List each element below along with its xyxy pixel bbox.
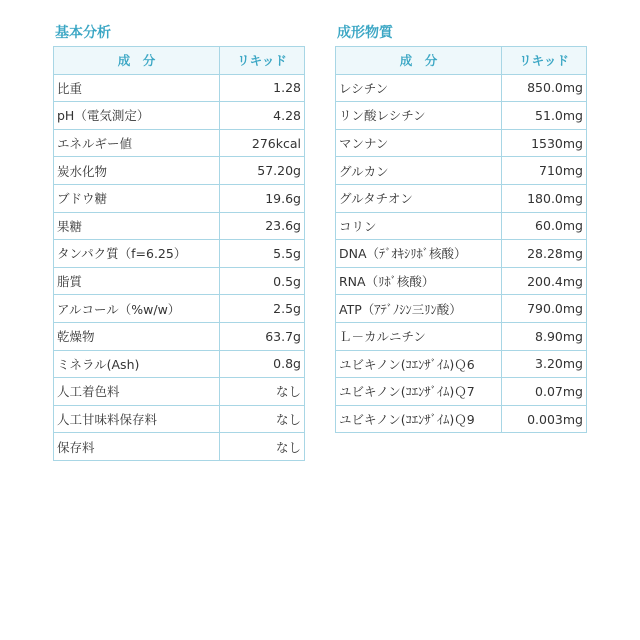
ingredient-name: 乾燥物 [54, 322, 220, 350]
table-row [54, 157, 305, 185]
table-row [336, 212, 587, 240]
table-row [54, 212, 305, 240]
ingredient-name: タンパク質（f=6.25） [54, 240, 220, 268]
ingredient-name: マンナン [336, 129, 502, 157]
ingredient-name: ユビキノン(ｺｴﾝｻﾞｲﾑ)Ｑ9 [336, 405, 502, 433]
ingredient-value: 23.6g [220, 212, 305, 240]
ingredient-name: ミネラル(Ash) [54, 350, 220, 378]
column-header-liquid: リキッド [220, 47, 305, 75]
ingredient-name: 比重 [54, 74, 220, 102]
ingredient-value: 3.20mg [502, 350, 587, 378]
ingredient-value: 5.5g [220, 240, 305, 268]
ingredient-name: 人工甘味料保存料 [54, 405, 220, 433]
components-title: 成形物質 [337, 25, 393, 41]
ingredient-value: 1.28 [220, 74, 305, 102]
ingredient-name: ATP（ｱﾃﾞﾉｼﾝ三ﾘﾝ酸） [336, 295, 502, 323]
ingredient-name: RNA（ﾘﾎﾞ核酸） [336, 267, 502, 295]
ingredient-value: 200.4mg [502, 267, 587, 295]
ingredient-name: アルコール（%w/w） [54, 295, 220, 323]
ingredient-name: 人工着色料 [54, 378, 220, 406]
table-row [336, 267, 587, 295]
ingredient-value: 790.0mg [502, 295, 587, 323]
table-row [336, 295, 587, 323]
ingredient-name: 脂質 [54, 267, 220, 295]
table-row [336, 378, 587, 406]
basic-analysis-title: 基本分析 [55, 25, 111, 41]
table-row [336, 184, 587, 212]
table-header-row [336, 47, 587, 75]
column-header-ingredient: 成 分 [336, 47, 502, 75]
ingredient-value: 0.003mg [502, 405, 587, 433]
table-row [54, 240, 305, 268]
ingredient-value: 0.5g [220, 267, 305, 295]
ingredient-name: リン酸レシチン [336, 102, 502, 130]
components-table [335, 46, 587, 433]
ingredient-value: なし [220, 405, 305, 433]
table-header-row [54, 47, 305, 75]
column-header-liquid: リキッド [502, 47, 587, 75]
ingredient-value: 4.28 [220, 102, 305, 130]
table-row [336, 405, 587, 433]
ingredient-value: 1530mg [502, 129, 587, 157]
table-row [54, 184, 305, 212]
basic-analysis-table [53, 46, 305, 461]
ingredient-name: グルカン [336, 157, 502, 185]
table-row [54, 102, 305, 130]
ingredient-value: 0.8g [220, 350, 305, 378]
ingredient-value: 57.20g [220, 157, 305, 185]
ingredient-value: 63.7g [220, 322, 305, 350]
ingredient-value: 276kcal [220, 129, 305, 157]
ingredient-name: グルタチオン [336, 184, 502, 212]
ingredient-name: ブドウ糖 [54, 184, 220, 212]
ingredient-name: 保存料 [54, 433, 220, 461]
ingredient-value: 28.28mg [502, 240, 587, 268]
table-row [336, 157, 587, 185]
ingredient-name: pH（電気測定） [54, 102, 220, 130]
table-row [54, 433, 305, 461]
table-row [336, 322, 587, 350]
ingredient-name: ユビキノン(ｺｴﾝｻﾞｲﾑ)Ｑ7 [336, 378, 502, 406]
table-row [54, 378, 305, 406]
table-row [54, 267, 305, 295]
table-row [336, 74, 587, 102]
table-row [54, 405, 305, 433]
ingredient-name: 炭水化物 [54, 157, 220, 185]
ingredient-value: 8.90mg [502, 322, 587, 350]
ingredient-value: 850.0mg [502, 74, 587, 102]
ingredient-name: DNA（ﾃﾞｵｷｼﾘﾎﾞ核酸） [336, 240, 502, 268]
table-row [54, 74, 305, 102]
ingredient-value: 0.07mg [502, 378, 587, 406]
ingredient-value: 2.5g [220, 295, 305, 323]
ingredient-name: ユビキノン(ｺｴﾝｻﾞｲﾑ)Ｑ6 [336, 350, 502, 378]
ingredient-name: レシチン [336, 74, 502, 102]
ingredient-name: Ｌ－カルニチン [336, 322, 502, 350]
components-section [335, 22, 586, 433]
ingredient-value: なし [220, 433, 305, 461]
table-row [336, 102, 587, 130]
table-row [54, 322, 305, 350]
ingredient-value: 60.0mg [502, 212, 587, 240]
basic-analysis-section [53, 22, 304, 461]
ingredient-name: 果糖 [54, 212, 220, 240]
ingredient-name: エネルギー値 [54, 129, 220, 157]
ingredient-value: 51.0mg [502, 102, 587, 130]
table-row [54, 295, 305, 323]
table-row [336, 240, 587, 268]
ingredient-value: なし [220, 378, 305, 406]
ingredient-name: コリン [336, 212, 502, 240]
table-row [336, 129, 587, 157]
table-row [336, 350, 587, 378]
table-row [54, 350, 305, 378]
ingredient-value: 19.6g [220, 184, 305, 212]
ingredient-value: 180.0mg [502, 184, 587, 212]
table-row [54, 129, 305, 157]
ingredient-value: 710mg [502, 157, 587, 185]
column-header-ingredient: 成 分 [54, 47, 220, 75]
